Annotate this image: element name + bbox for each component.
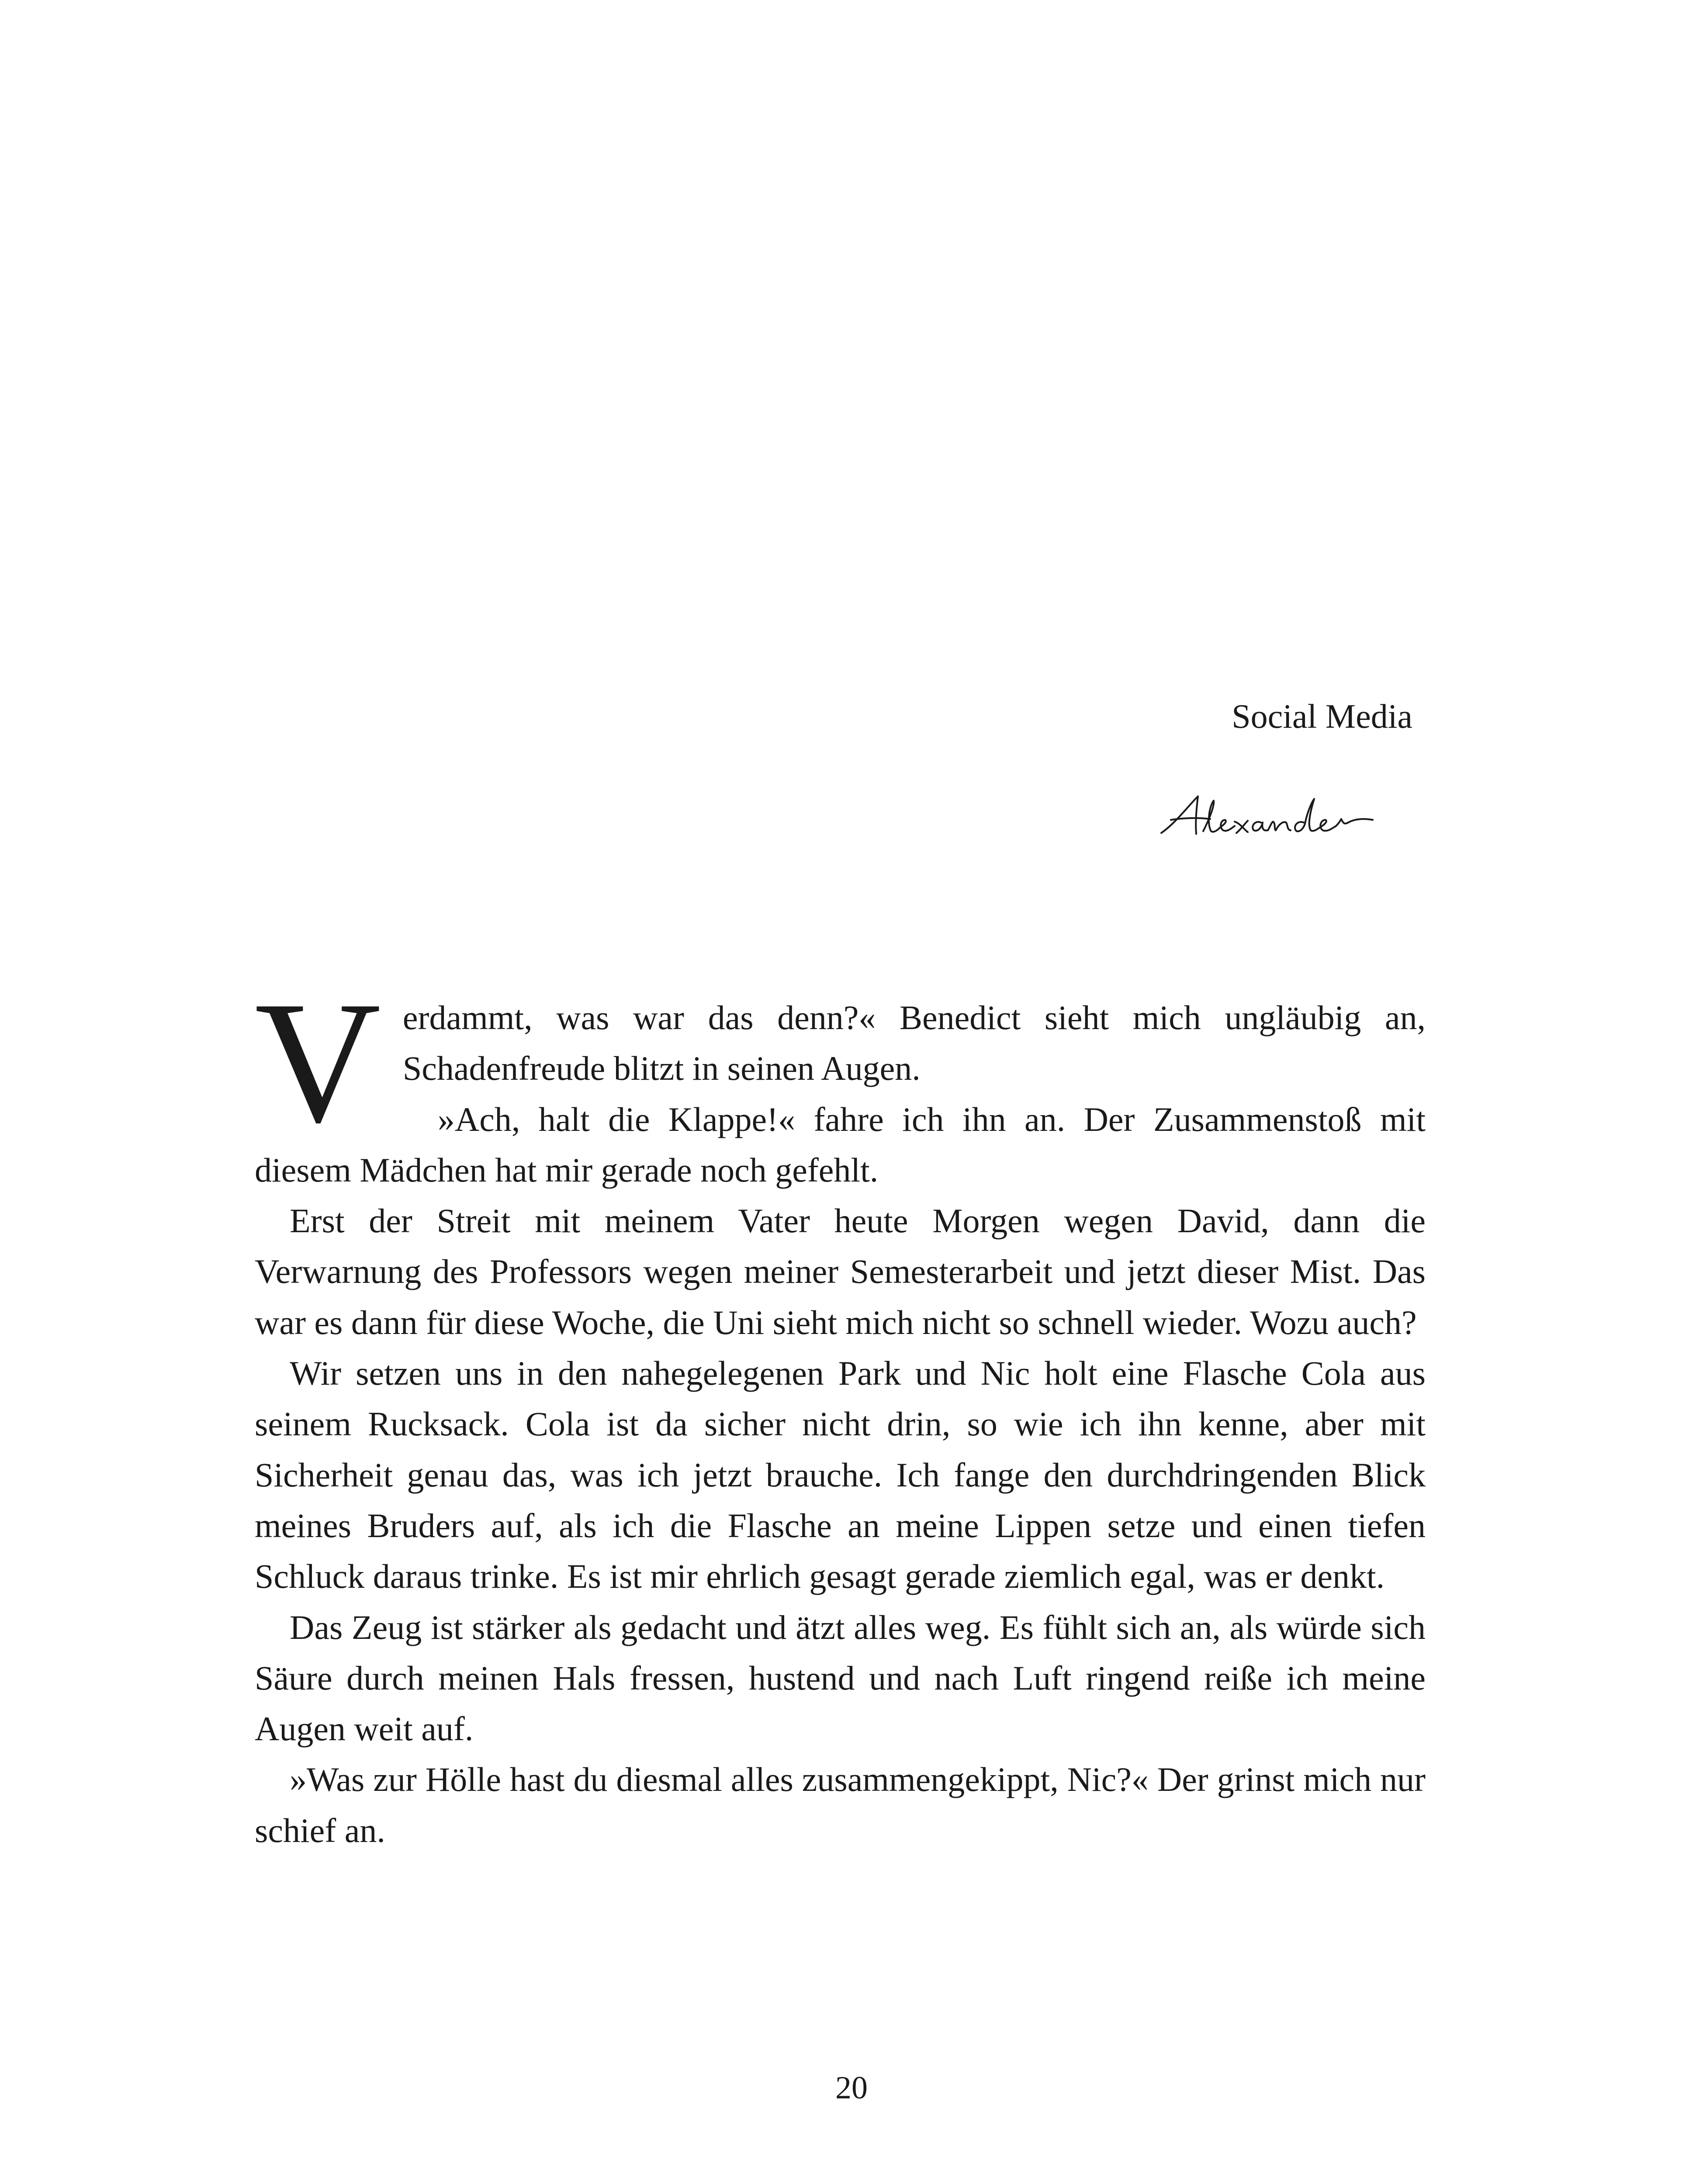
- paragraph-5: Das Zeug ist stärker als gedacht und ätzt alles weg. Es fühlt sich an, als würde sich Säure durch meinen Hals fressen, hustend und nach Luft ringend reiße ich meine Augen weit auf.: [255, 1608, 1426, 1748]
- chapter-body: [255, 965, 1426, 1856]
- page-number: 20: [835, 2070, 868, 2106]
- paragraph-3: Erst der Streit mit meinem Vater heute Morgen wegen David, dann die Verwarnung des Professors wegen meiner Semesterarbeit und jetzt dieser Mist. Das war es dann für diese Woche, die Uni sieht mich nicht so schnell wieder. Wozu auch?: [255, 1202, 1426, 1341]
- drop-cap: V: [255, 965, 381, 1159]
- paragraph-2: »Ach, halt die Klappe!« fahre ich ihn an. Der Zusammenstoß mit diesem Mädchen hat mir gerade noch gefehlt.: [255, 1100, 1426, 1189]
- paragraph-1-text: erdammt, was war das denn?« Benedict sieht mich ungläubig an, Schadenfreude blitzt in seinen Augen.: [402, 999, 1426, 1088]
- signature-alexander: [1158, 793, 1420, 845]
- chapter-title: Social Media: [1232, 697, 1412, 735]
- paragraph-4: Wir setzen uns in den nahegelegenen Park und Nic holt eine Flasche Cola aus seinem Rucksack. Cola ist da sicher nicht drin, so wie ich ihn kenne, aber mit Sicherheit genau das, was ich jetzt brauche. Ich fange den durchdringenden Blick meines Bruders auf, als ich die Flasche an meine Lippen setze und einen tiefen Schluck daraus trinke. Es ist mir ehrlich gesagt gerade ziemlich egal, was er denkt.: [255, 1354, 1426, 1596]
- paragraph-6: »Was zur Hölle hast du diesmal alles zusammengekippt, Nic?« Der grinst mich nur schief an.: [255, 1760, 1426, 1849]
